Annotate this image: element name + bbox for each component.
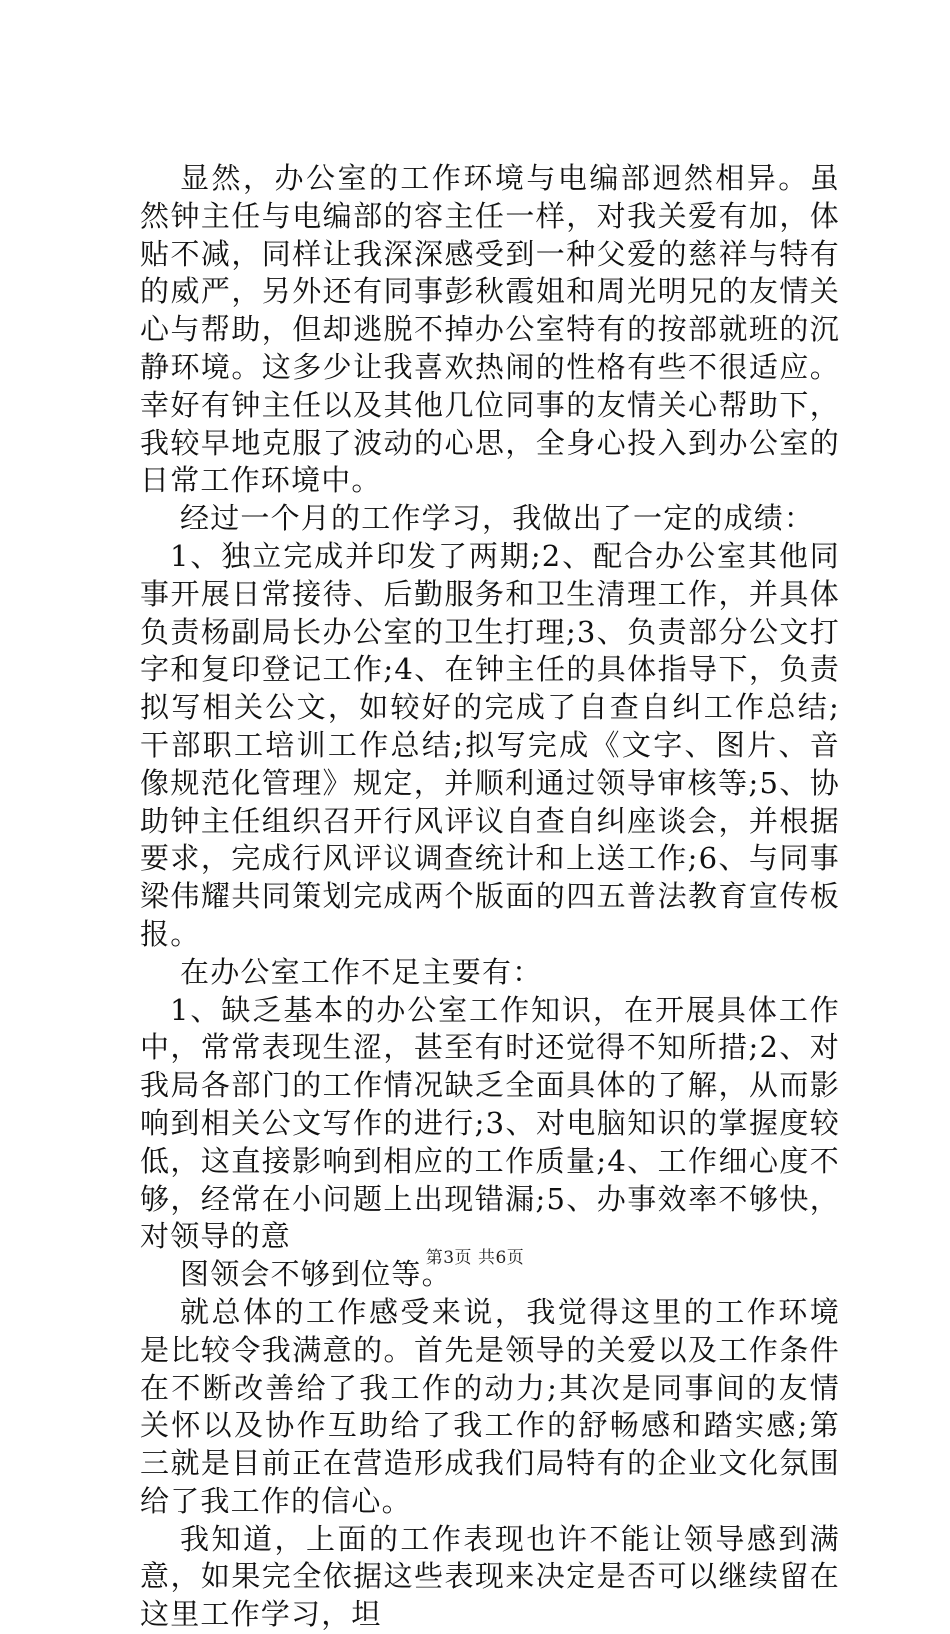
paragraph-shortcomings-intro: 在办公室工作不足主要有： xyxy=(180,954,543,989)
paragraph-achievements-intro: 经过一个月的工作学习，我做出了一定的成绩： xyxy=(180,501,815,536)
paragraph-self-assessment: 我知道，上面的工作表现也许不能让领导感到满意，如果完全依据这些表现来决定是否可以继续留在这里工作学习，坦 xyxy=(140,1521,840,1632)
paragraph-achievements-list: 1、独立完成并印发了两期;2、配合办公室其他同事开展日常接待、后勤服务和卫生清理工作，并具体负责杨副局长办公室的卫生打理;3、负责部分公文打字和复印登记工作;4、在钟主任的具体指导下，负责拟写相关公文，如较好的完成了自查自纠工作总结;干部职工培训工作总结;拟写完成《文字、图片、音像规范化管理》规定，并顺利通过领导审核等;5、协助钟主任组织召开行风评议自查自纠座谈会，并根据要求，完成行风评议调查统计和上送工作;6、与同事梁伟耀共同策划完成两个版面的四五普法教育宣传板报。 xyxy=(140,538,840,951)
page-number-footer: 第3页 共6页 xyxy=(425,1248,525,1268)
paragraph-overall-feelings: 就总体的工作感受来说，我觉得这里的工作环境是比较令我满意的。首先是领导的关爱以及工作条件在不断改善给了我工作的动力;其次是同事间的友情关怀以及协作互助给了我工作的舒畅感和踏实感;第三就是目前正在营造形成我们局特有的企业文化氛围给了我工作的信心。 xyxy=(140,1294,840,1518)
paragraph-shortcomings-continued: 图领会不够到位等。 xyxy=(180,1257,452,1292)
paragraph-shortcomings-list: 1、缺乏基本的办公室工作知识，在开展具体工作中，常常表现生涩，甚至有时还觉得不知所措;2、对我局各部门的工作情况缺乏全面具体的了解，从而影响到相关公文写作的进行;3、对电脑知识的掌握度较低，这直接影响到相应的工作质量;4、工作细心度不够，经常在小问题上出现错漏;5、办事效率不够快，对领导的意 xyxy=(140,992,840,1254)
paragraph-office-environment: 显然，办公室的工作环境与电编部迥然相异。虽然钟主任与电编部的容主任一样，对我关爱有加，体贴不减，同样让我深深感受到一种父爱的慈祥与特有的威严，另外还有同事彭秋霞姐和周光明兄的友情关心与帮助，但却逃脱不掉办公室特有的按部就班的沉静环境。这多少让我喜欢热闹的性格有些不很适应。幸好有钟主任以及其他几位同事的友情关心帮助下，我较早地克服了波动的心思，全身心投入到办公室的日常工作环境中。 xyxy=(140,161,840,498)
document-body xyxy=(140,160,840,1634)
